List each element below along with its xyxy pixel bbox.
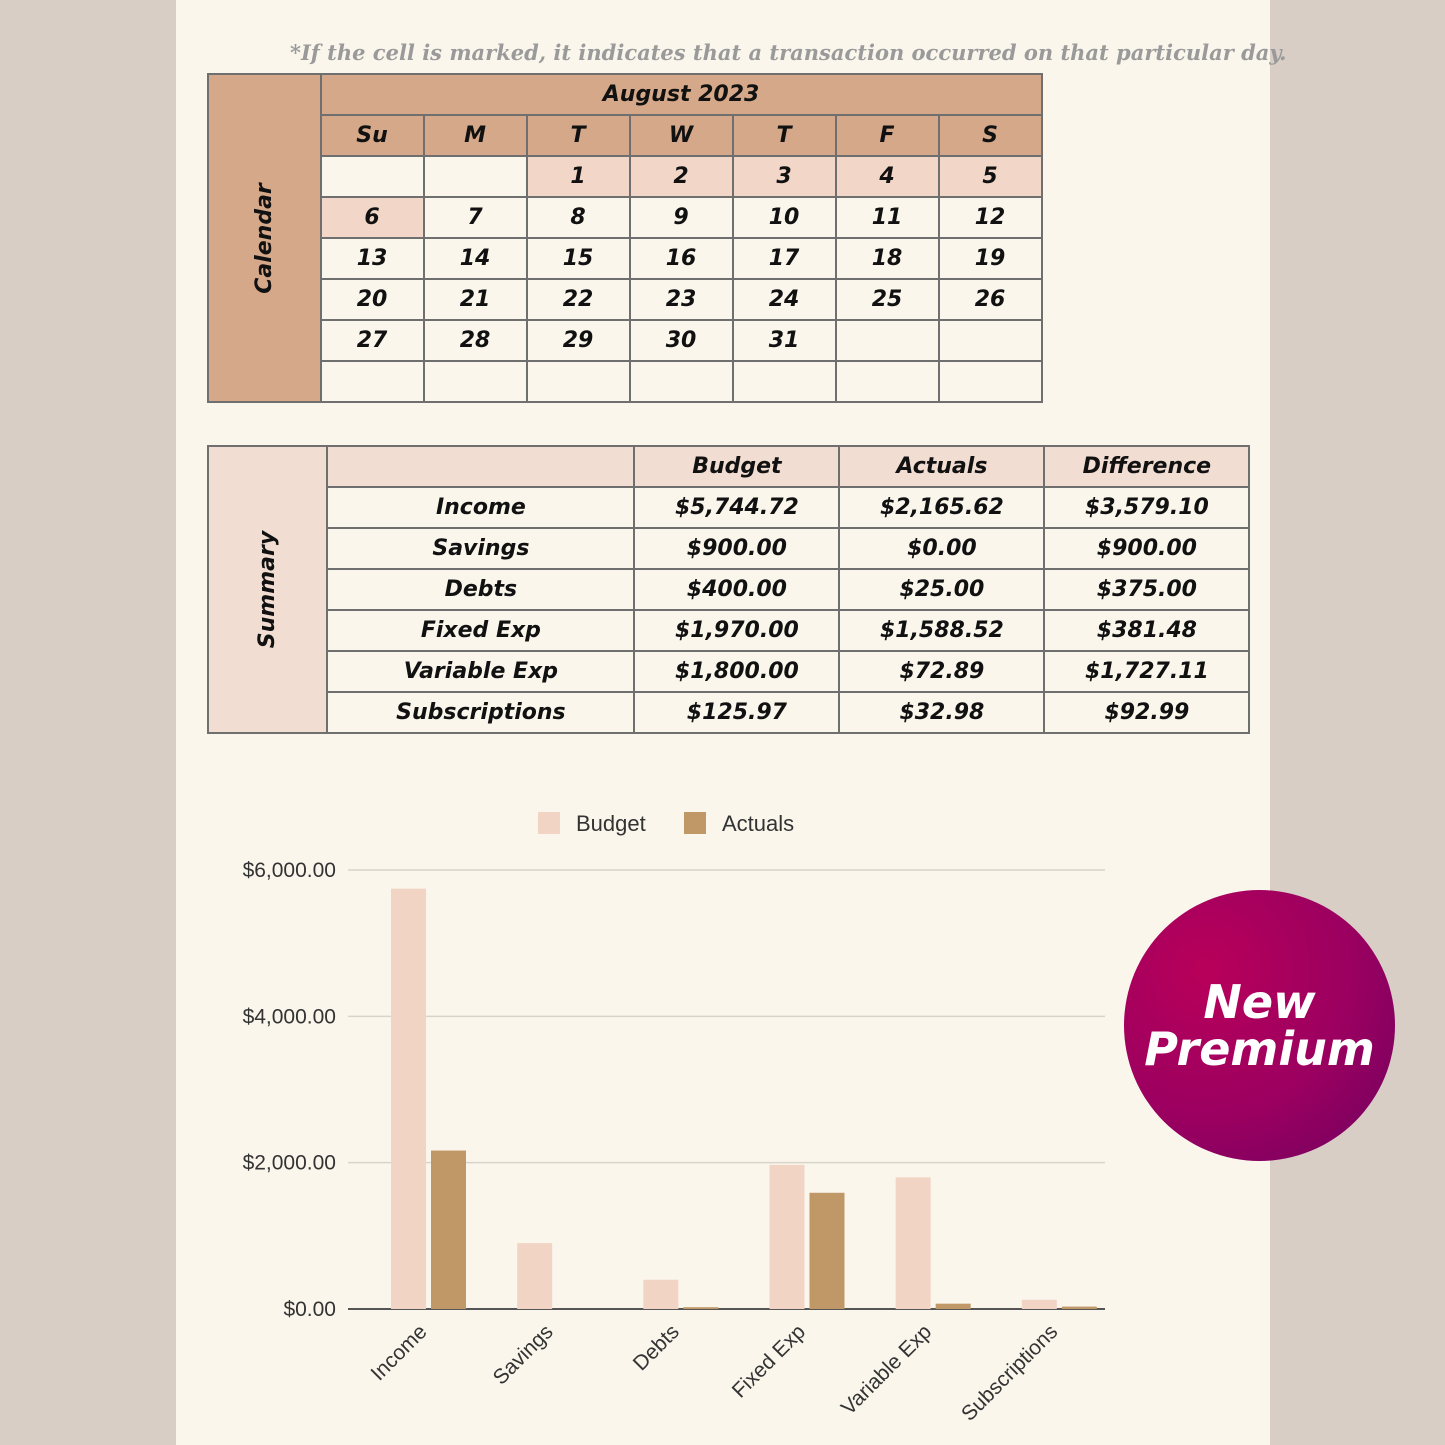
summary-header-category xyxy=(327,446,634,487)
calendar-day-cell[interactable]: 3 xyxy=(733,156,836,197)
calendar-day-cell[interactable]: 28 xyxy=(424,320,527,361)
summary-table xyxy=(207,445,1250,734)
calendar-day-cell[interactable]: 12 xyxy=(939,197,1042,238)
calendar-day-cell[interactable]: 27 xyxy=(321,320,424,361)
calendar-day-cell[interactable]: 26 xyxy=(939,279,1042,320)
summary-budget-cell: $125.97 xyxy=(634,692,839,733)
calendar-day-cell[interactable] xyxy=(321,361,424,402)
calendar-day-cell[interactable] xyxy=(630,361,733,402)
y-tick-label: $2,000.00 xyxy=(242,1151,336,1175)
summary-actuals-cell: $25.00 xyxy=(839,569,1044,610)
x-tick-label: Savings xyxy=(488,1320,558,1390)
summary-actuals-cell: $32.98 xyxy=(839,692,1044,733)
x-tick-label: Fixed Exp xyxy=(727,1320,811,1403)
calendar-day-cell[interactable]: 18 xyxy=(836,238,939,279)
weekday-header: T xyxy=(733,115,836,156)
summary-category-cell: Debts xyxy=(327,569,634,610)
calendar-day-cell[interactable]: 10 xyxy=(733,197,836,238)
calendar-note: *If the cell is marked, it indicates that a transaction occurred on that particular day. xyxy=(290,40,1287,65)
calendar-day-cell[interactable]: 31 xyxy=(733,320,836,361)
calendar-day-cell[interactable]: 19 xyxy=(939,238,1042,279)
weekday-header: T xyxy=(527,115,630,156)
summary-actuals-cell: $72.89 xyxy=(839,651,1044,692)
calendar-day-cell[interactable] xyxy=(424,361,527,402)
legend-label-actuals: Actuals xyxy=(722,811,795,836)
calendar-day-cell[interactable]: 24 xyxy=(733,279,836,320)
summary-difference-cell: $381.48 xyxy=(1044,610,1249,651)
y-tick-label: $6,000.00 xyxy=(242,859,336,882)
calendar-day-cell[interactable]: 21 xyxy=(424,279,527,320)
calendar-day-cell[interactable]: 4 xyxy=(836,156,939,197)
calendar-day-cell[interactable] xyxy=(527,361,630,402)
calendar-day-cell[interactable]: 20 xyxy=(321,279,424,320)
summary-budget-cell: $900.00 xyxy=(634,528,839,569)
calendar-day-cell[interactable]: 11 xyxy=(836,197,939,238)
weekday-header: W xyxy=(630,115,733,156)
y-tick-label: $0.00 xyxy=(283,1298,336,1321)
calendar-day-cell[interactable]: 23 xyxy=(630,279,733,320)
calendar-day-cell[interactable]: 6 xyxy=(321,197,424,238)
summary-category-cell: Savings xyxy=(327,528,634,569)
calendar-day-cell[interactable] xyxy=(939,361,1042,402)
summary-difference-cell: $1,727.11 xyxy=(1044,651,1249,692)
calendar-day-cell[interactable]: 30 xyxy=(630,320,733,361)
calendar-day-cell[interactable] xyxy=(424,156,527,197)
x-tick-label: Income xyxy=(366,1320,432,1386)
summary-difference-cell: $3,579.10 xyxy=(1044,487,1249,528)
summary-actuals-cell: $1,588.52 xyxy=(839,610,1044,651)
calendar-day-cell[interactable]: 9 xyxy=(630,197,733,238)
calendar-day-cell[interactable] xyxy=(321,156,424,197)
calendar-day-cell[interactable]: 25 xyxy=(836,279,939,320)
summary-header-difference: Difference xyxy=(1044,446,1249,487)
calendar-day-cell[interactable] xyxy=(733,361,836,402)
weekday-header: S xyxy=(939,115,1042,156)
calendar-day-cell[interactable]: 15 xyxy=(527,238,630,279)
summary-header-budget: Budget xyxy=(634,446,839,487)
calendar-side-label: Calendar xyxy=(208,74,321,402)
calendar-day-cell[interactable]: 13 xyxy=(321,238,424,279)
legend-label-budget: Budget xyxy=(576,811,646,836)
calendar-table xyxy=(207,73,1043,403)
summary-header-actuals: Actuals xyxy=(839,446,1044,487)
weekday-header: F xyxy=(836,115,939,156)
summary-difference-cell: $92.99 xyxy=(1044,692,1249,733)
new-premium-badge xyxy=(1124,890,1395,1161)
x-tick-label: Variable Exp xyxy=(836,1320,937,1420)
summary-actuals-cell: $0.00 xyxy=(839,528,1044,569)
calendar-day-cell[interactable] xyxy=(939,320,1042,361)
calendar-day-cell[interactable]: 16 xyxy=(630,238,733,279)
calendar-day-cell[interactable]: 29 xyxy=(527,320,630,361)
calendar-month-title: August 2023 xyxy=(321,74,1042,115)
calendar-day-cell[interactable]: 1 xyxy=(527,156,630,197)
summary-difference-cell: $375.00 xyxy=(1044,569,1249,610)
summary-category-cell: Subscriptions xyxy=(327,692,634,733)
calendar-day-cell[interactable]: 8 xyxy=(527,197,630,238)
summary-actuals-cell: $2,165.62 xyxy=(839,487,1044,528)
calendar-day-cell[interactable] xyxy=(836,320,939,361)
weekday-header: M xyxy=(424,115,527,156)
weekday-header: Su xyxy=(321,115,424,156)
summary-budget-cell: $1,800.00 xyxy=(634,651,839,692)
calendar-day-cell[interactable] xyxy=(836,361,939,402)
summary-budget-cell: $5,744.72 xyxy=(634,487,839,528)
calendar-day-cell[interactable]: 17 xyxy=(733,238,836,279)
calendar-day-cell[interactable]: 22 xyxy=(527,279,630,320)
summary-budget-cell: $400.00 xyxy=(634,569,839,610)
x-tick-label: Debts xyxy=(628,1320,684,1376)
calendar-day-cell[interactable]: 2 xyxy=(630,156,733,197)
summary-category-cell: Fixed Exp xyxy=(327,610,634,651)
y-tick-label: $4,000.00 xyxy=(242,1005,336,1029)
x-tick-label: Subscriptions xyxy=(956,1320,1063,1426)
calendar-day-cell[interactable]: 7 xyxy=(424,197,527,238)
summary-difference-cell: $900.00 xyxy=(1044,528,1249,569)
badge-line-1: New xyxy=(1203,974,1316,1029)
calendar-day-cell[interactable]: 14 xyxy=(424,238,527,279)
badge-line-2: Premium xyxy=(1144,1021,1375,1076)
summary-category-cell: Variable Exp xyxy=(327,651,634,692)
calendar-day-cell[interactable]: 5 xyxy=(939,156,1042,197)
summary-side-label: Summary xyxy=(208,446,327,733)
summary-category-cell: Income xyxy=(327,487,634,528)
summary-budget-cell: $1,970.00 xyxy=(634,610,839,651)
